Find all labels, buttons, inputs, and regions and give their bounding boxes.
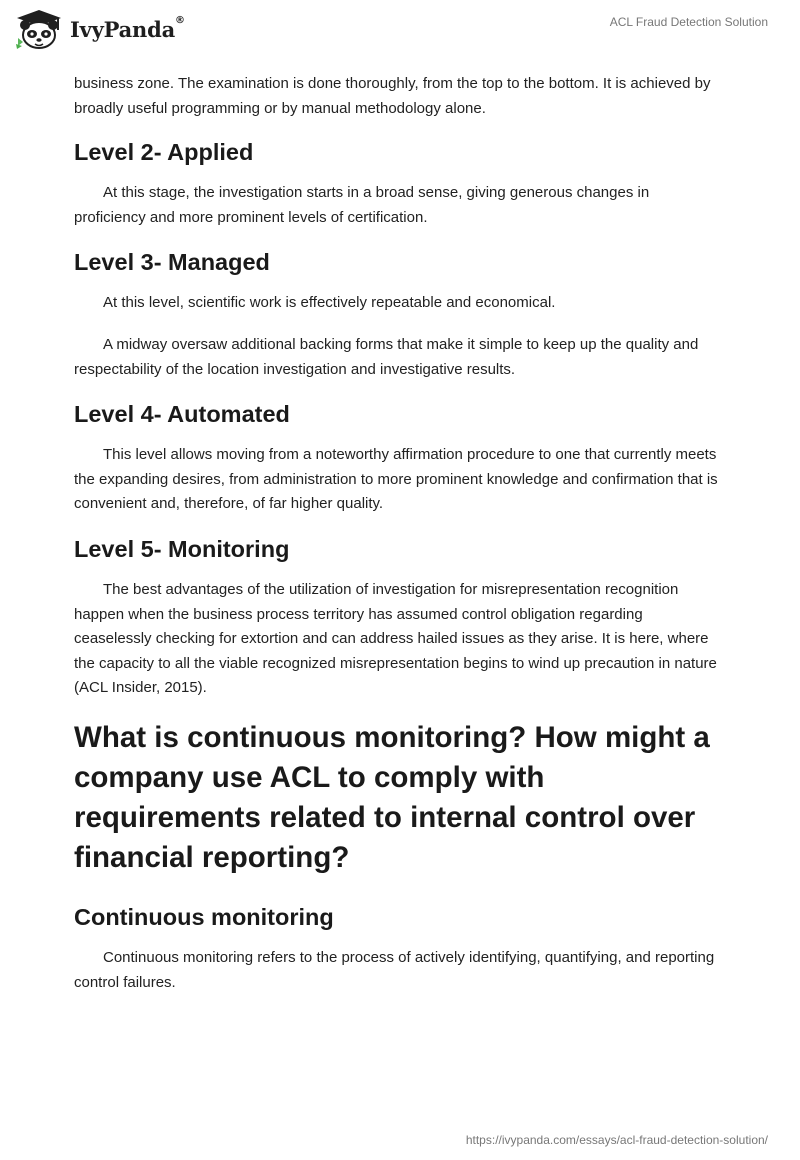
- level-4-heading: Level 4- Automated: [74, 401, 290, 428]
- level-3-paragraph: At this level, scientific work is effectively repeatable and economical.: [103, 294, 556, 312]
- intro-continuation-paragraph: business zone. The examination is done thoroughly, from the top to the bottom. It is achieved by broadly useful programming or by manual methodology alone.: [74, 75, 711, 117]
- page-header: [0, 0, 800, 66]
- continuous-monitoring-paragraph: Continuous monitoring refers to the process of actively identifying, quantifying, and reporting control failures.: [74, 948, 715, 991]
- continuous-monitoring-heading: Continuous monitoring: [74, 903, 334, 930]
- source-url[interactable]: https://ivypanda.com/essays/acl-fraud-detection-solution/: [465, 1133, 768, 1147]
- level-5-heading: Level 5- Monitoring: [74, 535, 290, 562]
- level-4-paragraph: This level allows moving from a noteworthy affirmation procedure to one that currently meets the expanding desires, from administration to more prominent knowledge and confirmation that is convenient and, therefore, of far higher quality.: [74, 446, 718, 513]
- ivypanda-logo[interactable]: [14, 8, 185, 50]
- section-heading: What is continuous monitoring? How might a company use ACL to comply with requirements related to internal control over financial reporting?: [74, 720, 710, 874]
- panda-graduate-icon: [14, 8, 64, 50]
- level-3-heading: Level 3- Managed: [74, 249, 270, 276]
- brand-name: IvyPanda®: [70, 14, 185, 42]
- essay-content: [74, 72, 722, 1012]
- level-3-paragraph: A midway oversaw additional backing forms that make it simple to keep up the quality and respectability of the location investigation and investigative results.: [74, 335, 699, 378]
- level-2-paragraph: At this stage, the investigation starts in a broad sense, giving generous changes in proficiency and more prominent levels of certification.: [74, 184, 650, 226]
- document-title: ACL Fraud Detection Solution: [609, 15, 768, 29]
- level-2-heading: Level 2- Applied: [74, 139, 254, 166]
- level-5-paragraph: The best advantages of the utilization of investigation for misrepresentation recognition happen when the business process territory has assumed control obligation regarding ceaselessly checking for extortion and can address hailed issues as they arise. It is here, where the capacity to all the viable recognized misrepresentation begins to wind up precaution in nature (ACL Insider, 2015).: [74, 580, 717, 697]
